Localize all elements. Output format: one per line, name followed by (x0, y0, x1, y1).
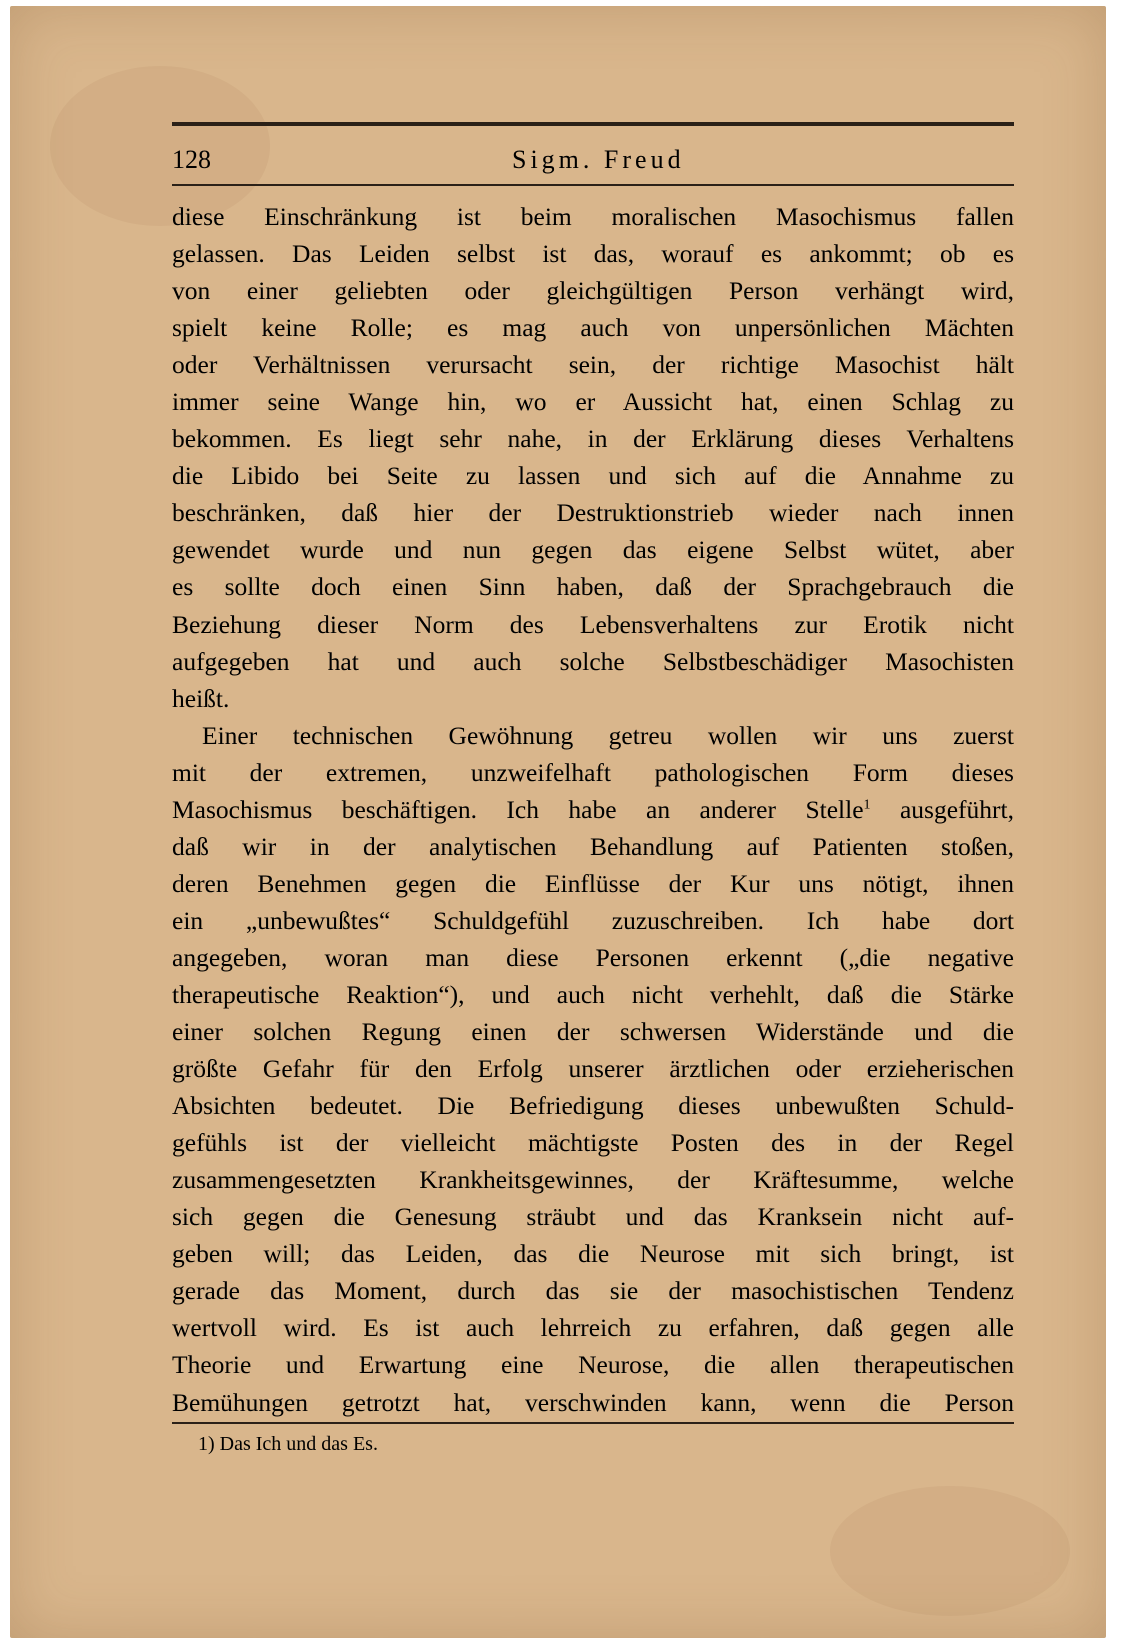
text-line: von einer geliebten oder gleichgültigen Person verhängt wird, (172, 276, 1014, 306)
paper-stain (830, 1486, 1070, 1616)
text-line: immer seine Wange hin, wo er Aussicht hat, einen Schlag zu (172, 387, 1014, 417)
footnote: 1) Das Ich und das Es. (198, 1433, 378, 1455)
text-line: angegeben, woran man diese Personen erkennt („die negative (172, 942, 1014, 972)
text-line: Beziehung dieser Norm des Lebensverhaltens zur Erotik nicht (172, 609, 1014, 639)
footnote-rule (172, 1422, 1014, 1424)
page-number: 128 (172, 145, 211, 174)
footnote-reference[interactable]: 1 (863, 797, 871, 813)
text-line: oder Verhältnissen verursacht sein, der richtige Masochist hält (172, 350, 1014, 380)
text-line: gefühls ist der vielleicht mächtigste Posten des in der Regel (172, 1128, 1014, 1158)
text-line: gelassen. Das Leiden selbst ist das, worauf es ankommt; ob es (172, 239, 1014, 269)
text-line: diese Einschränkung ist beim moralischen Masochismus fallen (172, 202, 1014, 231)
text-line: die Libido bei Seite zu lassen und sich auf die Annahme zu (172, 461, 1014, 491)
text-line: ein „unbewußtes“ Schuldgefühl zuzuschreiben. Ich habe dort (172, 905, 1014, 935)
text-line: Bemühungen getrotzt hat, verschwinden kann, wenn die Person (172, 1387, 1014, 1417)
text-line: zusammengesetzten Krankheitsgewinnes, der Kräftesumme, welche (172, 1165, 1014, 1195)
text-line: spielt keine Rolle; es mag auch von unpersönlichen Mächten (172, 313, 1014, 343)
page-header (172, 140, 1014, 180)
body-text (172, 198, 1014, 1421)
text-line: einer solchen Regung einen der schwersen Widerstände und die (172, 1017, 1014, 1047)
text-line-tail: ausgeführt, (870, 794, 1014, 824)
text-line: gewendet wurde und nun gegen das eigene Selbst wütet, aber (172, 535, 1014, 565)
top-rule (172, 122, 1014, 126)
text-line: deren Benehmen gegen die Einflüsse der Kur uns nötigt, ihnen (172, 868, 1014, 898)
text-line: größte Gefahr für den Erfolg unserer ärztlichen oder erzieherischen (172, 1054, 1014, 1084)
text-line: sich gegen die Genesung sträubt und das Kranksein nicht auf- (172, 1202, 1014, 1232)
text-line: aufgegeben hat und auch solche Selbstbeschädiger Masochisten (172, 646, 1014, 676)
text-line: daß wir in der analytischen Behandlung auf Patienten stoßen, (172, 831, 1014, 861)
text-line-head: Masochismus beschäftigen. Ich habe an anderer Stelle (172, 794, 864, 824)
text-line: es sollte doch einen Sinn haben, daß der Sprachgebrauch die (172, 572, 1014, 602)
text-line: gerade das Moment, durch das sie der masochistischen Tendenz (172, 1276, 1014, 1306)
text-line: mit der extremen, unzweifelhaft pathologischen Form dieses (172, 757, 1014, 787)
text-line: beschränken, daß hier der Destruktionstrieb wieder nach innen (172, 498, 1014, 528)
text-line: geben will; das Leiden, das die Neurose mit sich bringt, ist (172, 1239, 1014, 1269)
text-line (172, 791, 1014, 828)
text-line-paragraph-start: Einer technischen Gewöhnung getreu wollen wir uns zuerst (202, 720, 1014, 750)
text-line: heißt. (172, 683, 230, 713)
text-line: therapeutische Reaktion“), und auch nicht verhehlt, daß die Stärke (172, 979, 1014, 1009)
text-line: wertvoll wird. Es ist auch lehrreich zu erfahren, daß gegen alle (172, 1313, 1014, 1343)
text-line: Theorie und Erwartung eine Neurose, die allen therapeutischen (172, 1350, 1014, 1380)
text-line: bekommen. Es liegt sehr nahe, in der Erklärung dieses Verhaltens (172, 424, 1014, 454)
running-title: Sigm. Freud (512, 145, 685, 174)
header-rule (172, 184, 1014, 186)
text-line: Absichten bedeutet. Die Befriedigung dieses unbewußten Schuld- (172, 1091, 1014, 1121)
